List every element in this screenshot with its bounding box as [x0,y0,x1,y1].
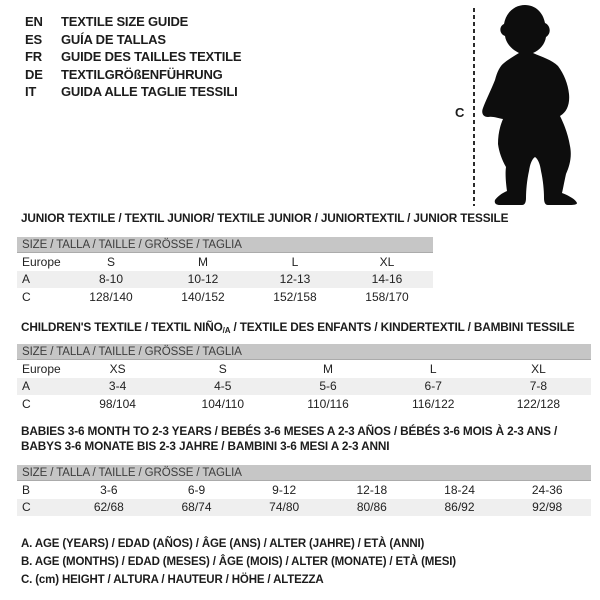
language-row [25,66,241,84]
language-label: GUIDE DES TAILLES TEXTILE [61,49,242,65]
table-cell: 12-13 [279,272,311,287]
row-label: C [22,289,31,304]
footnotes [21,535,456,589]
table-cell: 10-12 [187,272,219,287]
row-label: A [22,272,31,287]
table-cell: 8-10 [98,272,124,287]
children-title-part2: / TEXTILE DES ENFANTS / KINDERTEXTIL / BAMBINI TESSILE [230,320,575,334]
footnote-c: C. (cm) HEIGHT / ALTURA / HAUTEUR / HÖHE / ALTEZZA [21,574,324,586]
language-label: TEXTILGRÖßENFÜHRUNG [61,66,223,82]
language-row [25,48,241,66]
language-label: GUÍA DE TALLAS [61,31,166,47]
row-label: Europe [22,361,61,376]
table-cell: L [429,361,437,376]
height-measure-label: C [455,105,465,120]
language-list [25,13,241,101]
row-label: Europe [22,254,61,269]
table-cell: 14-16 [371,272,403,287]
children-section-title [21,320,575,339]
table-cell: XS [109,361,126,376]
table-cell: 18-24 [444,482,475,497]
table-cell: XL [379,254,395,269]
table-cell: 104/110 [201,396,245,411]
footnote-b: B. AGE (MONTHS) / EDAD (MESES) / ÂGE (MOIS) / ALTER (MONATE) / ETÀ (MESI) [21,556,456,568]
table-cell: S [218,361,227,376]
row-label: B [22,482,31,497]
junior-section-title: JUNIOR TEXTILE / TEXTIL JUNIOR/ TEXTILE JUNIOR / JUNIORTEXTIL / JUNIOR TESSILE [21,211,509,225]
table-cell: 68/74 [181,500,212,515]
table-cell: 80/86 [356,500,387,515]
table-cell: M [198,254,208,269]
babies-section-title [21,424,581,453]
table-cell: 122/128 [516,396,561,411]
height-measure-line [473,8,475,206]
table-cell: 12-18 [356,482,388,497]
language-code: ES [25,31,42,47]
table-cell: 9-12 [272,482,297,497]
table-cell: 116/122 [411,396,455,411]
size-header-bar: SIZE / TALLA / TAILLE / GRÖSSE / TAGLIA [17,465,591,481]
row-label: C [22,396,31,411]
table-cell: 128/140 [89,289,133,304]
babies-title-line1: BABIES 3-6 MONTH TO 2-3 YEARS / BEBÉS 3-6 MESES A 2-3 AÑOS / BÉBÉS 3-6 MOIS À 2-3 ANS / [21,424,558,438]
table-cell: 74/80 [269,500,300,515]
table-row-height [17,288,433,306]
table-cell: 98/104 [99,396,136,411]
language-code: FR [25,49,42,65]
table-cell: 6-9 [187,482,206,497]
table-cell: M [323,361,333,376]
table-row-age [17,378,591,396]
language-row [25,83,241,101]
table-cell: 3-4 [108,379,127,394]
table-cell: 152/158 [273,289,317,304]
table-cell: 62/68 [93,500,124,515]
table-cell: 5-6 [319,379,337,394]
table-cell: 6-7 [424,379,442,394]
table-row-sizes [17,253,433,271]
children-title-sub: /A [222,326,231,335]
table-row-height [17,499,591,517]
language-code: DE [25,66,43,82]
table-row-age [17,271,433,289]
table-cell: 158/170 [365,289,409,304]
table-row-months [17,481,591,499]
table-cell: XL [531,361,546,376]
table-cell: 3-6 [100,482,118,497]
table-row-sizes [17,360,591,378]
size-header-bar: SIZE / TALLA / TAILLE / GRÖSSE / TAGLIA [17,237,433,253]
language-row [25,31,241,49]
table-cell: 140/152 [181,289,225,304]
table-cell: 86/92 [444,500,475,515]
table-cell: L [291,254,299,269]
language-code: EN [25,14,43,29]
children-size-table [17,344,591,413]
table-row-height [17,395,591,413]
row-label: C [22,500,31,515]
babies-size-table [17,465,591,516]
table-cell: S [106,254,115,269]
baby-silhouette-icon [479,3,600,205]
table-cell: 92/98 [532,500,563,515]
junior-size-table [17,237,433,306]
language-label: TEXTILE SIZE GUIDE [61,14,189,29]
footnote-a: A. AGE (YEARS) / EDAD (AÑOS) / ÂGE (ANS) / ALTER (JAHRE) / ETÀ (ANNI) [21,538,425,550]
table-cell: 7-8 [529,379,548,394]
language-row [25,13,241,31]
babies-title-line2: BABYS 3-6 MONATE BIS 2-3 JAHRE / BAMBINI 3-6 MESI A 2-3 ANNI [21,438,390,453]
table-cell: 110/116 [307,396,349,411]
size-header-bar: SIZE / TALLA / TAILLE / GRÖSSE / TAGLIA [17,344,591,360]
language-code: IT [25,84,37,100]
table-cell: 4-5 [214,379,232,394]
language-label: GUIDA ALLE TAGLIE TESSILI [61,84,238,100]
table-cell: 24-36 [531,482,563,497]
row-label: A [22,379,31,394]
children-title-part1: CHILDREN'S TEXTILE / TEXTIL NIÑO [21,320,223,334]
